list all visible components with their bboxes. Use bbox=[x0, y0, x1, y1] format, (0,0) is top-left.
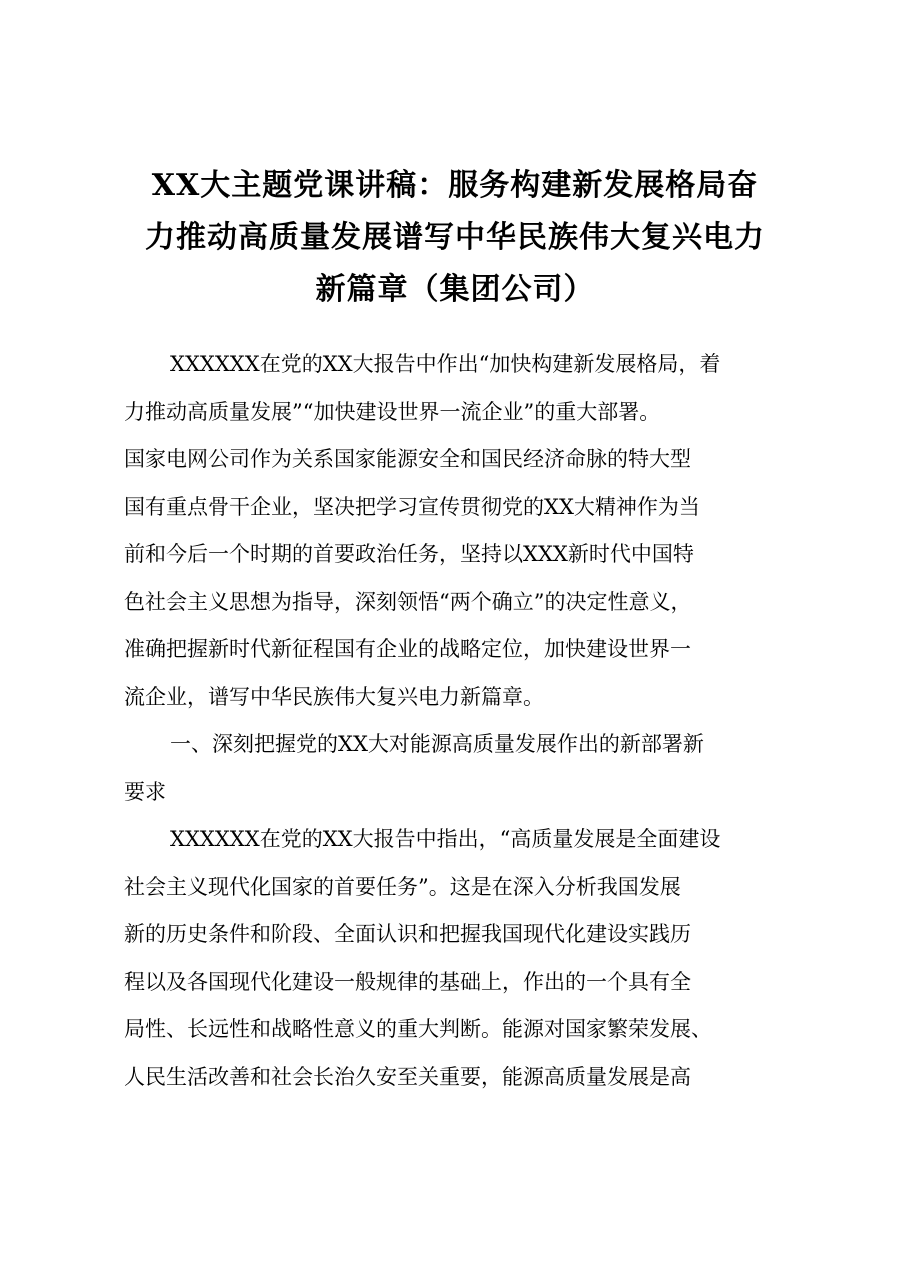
heading-line: 要求 bbox=[124, 779, 166, 804]
paragraph-line: 局性、长远性和战略性意义的重大判断。能源对国家繁荣发展、 bbox=[124, 1017, 712, 1041]
paragraph-line: 新的历史条件和阶段、全面认识和把握我国现代化建设实践历 bbox=[124, 922, 691, 946]
paragraph-line: 社会主义现代化国家的首要任务”。这是在深入分析我国发展 bbox=[124, 874, 681, 899]
paragraph-line: XXXXXX在党的XX大报告中指出，“高质量发展是全面建设 bbox=[170, 827, 721, 851]
paragraph-line: 色社会主义思想为指导，深刻领悟“两个确立”的决定性意义， bbox=[124, 589, 692, 614]
section-heading bbox=[124, 721, 814, 816]
paragraph-line: XXXXXX在党的XX大报告中作出“加快构建新发展格局，着 bbox=[170, 352, 721, 376]
paragraph-line: 程以及各国现代化建设一般规律的基础上，作出的一个具有全 bbox=[124, 969, 691, 994]
paragraph-line: 流企业，谱写中华民族伟大复兴电力新篇章。 bbox=[124, 684, 544, 709]
title-line: 力推动高质量发展谱写中华民族伟大复兴电力 bbox=[145, 220, 765, 255]
title-line: XX大主题党课讲稿：服务构建新发展格局奋 bbox=[151, 168, 759, 203]
intro-paragraph bbox=[124, 341, 814, 721]
paragraph-line: 国有重点骨干企业，坚决把学习宣传贯彻党的XX大精神作为当 bbox=[124, 494, 700, 519]
paragraph-line: 力推动高质量发展”“加快建设世界一流企业”的重大部署。 bbox=[124, 399, 661, 424]
paragraph-line: 前和今后一个时期的首要政治任务，坚持以XXX新时代中国特 bbox=[124, 542, 694, 566]
paragraph-line: 准确把握新时代新征程国有企业的战略定位，加快建设世界一 bbox=[124, 637, 691, 661]
title-line: 新篇章（集团公司） bbox=[315, 272, 595, 307]
paragraph-line: 国家电网公司作为关系国家能源安全和国民经济命脉的特大型 bbox=[124, 447, 691, 471]
paragraph-line: 人民生活改善和社会长治久安至关重要，能源高质量发展是高 bbox=[124, 1064, 691, 1089]
section-paragraph bbox=[124, 816, 814, 1101]
document-title bbox=[110, 160, 800, 316]
heading-line: 一、深刻把握党的XX大对能源高质量发展作出的新部署新 bbox=[170, 732, 704, 756]
